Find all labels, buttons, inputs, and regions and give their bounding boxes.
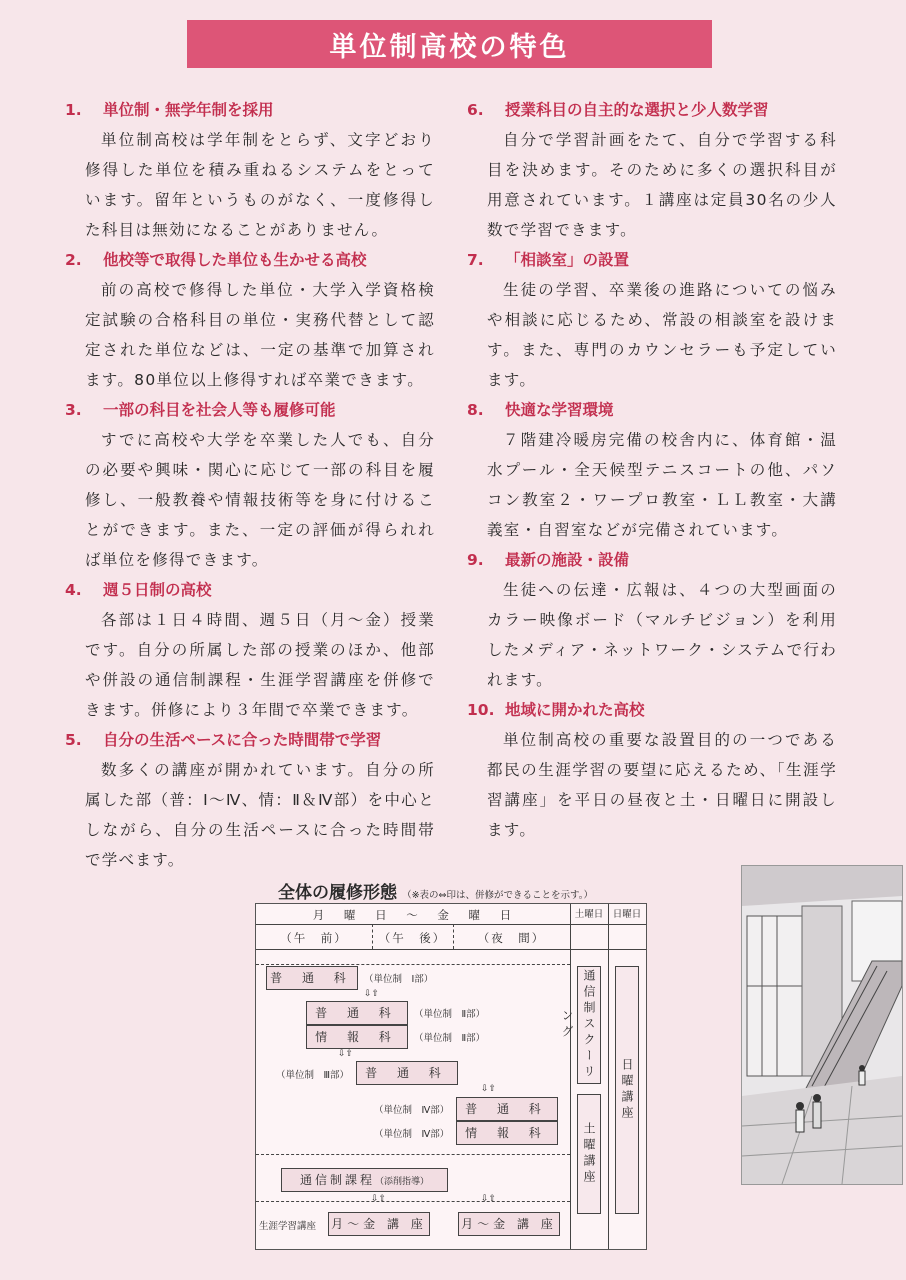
feature-heading [65,245,435,275]
feature-number: 4. [65,581,82,599]
feature-heading [467,695,837,725]
feature-heading-text: 自分の生活ペースに合った時間帯で学習 [103,731,382,749]
page-title: 単位制高校の特色 [187,20,712,68]
arrow-icon: ⇩⇧ [364,989,380,999]
weekday-lecture-night: 月～金 講 座 [458,1212,560,1236]
correspondence-course [281,1168,448,1192]
header-night: （夜 間） [477,931,546,945]
feature-item [467,395,837,545]
feature-item [65,395,435,575]
feature-number: 8. [467,401,484,419]
feature-item [65,575,435,725]
feature-heading-text: 授業科目の自主的な選択と少人数学習 [505,101,769,119]
diagram-note: （※表の⇔印は、併修ができることを示す。） [402,890,594,901]
feature-number: 5. [65,731,82,749]
feature-number: 7. [467,251,484,269]
feature-heading-text: 快適な学習環境 [505,401,614,419]
arrow-icon: ⇩⇧ [481,1194,497,1204]
feature-heading [65,575,435,605]
feature-item [467,695,837,845]
part4-general-course: 普 通 科 [456,1097,558,1121]
header-weekday: 月 曜 日 ～ 金 曜 日 [312,908,520,922]
weekday-lecture-day: 月～金 講 座 [328,1212,430,1236]
part2-label: （単位制 Ⅱ部） [414,1009,486,1020]
feature-item [467,95,837,245]
feature-number: 2. [65,251,82,269]
feature-heading [467,95,837,125]
part2-general-course: 普 通 科 [306,1001,408,1025]
feature-heading-text: 最新の施設・設備 [505,551,630,569]
feature-heading [467,245,837,275]
part4-label: （単位制 Ⅳ部） [374,1105,450,1116]
feature-heading [65,395,435,425]
feature-description: すでに高校や大学を卒業した人でも、自分の必要や興味・関心に応じて一部の科目を履修し、一般教養や情報技術等を身に付けることができます。また、一定の評価が得られれば単位を修得できます。 [85,431,435,569]
part1-label: （単位制 Ⅰ部） [364,974,434,985]
feature-description: 単位制高校は学年制をとらず、文字どおり修得した単位を積み重ねるシステムをとっています。留年というものがなく、一度修得した科目は無効になることがありません。 [85,131,435,239]
header-sunday: 日曜日 [612,909,642,920]
feature-heading-text: 単位制・無学年制を採用 [103,101,274,119]
feature-item [467,545,837,695]
feature-heading-text: 他校等で取得した単位も生かせる高校 [103,251,367,269]
feature-description: 生徒の学習、卒業後の進路についての悩みや相談に応じるため、常設の相談室を設けます。また、専門のカウンセラーも予定しています。 [487,281,837,389]
feature-number: 6. [467,101,484,119]
arrow-icon: ⇩⇧ [371,1194,387,1204]
feature-number: 3. [65,401,82,419]
feature-description: 各部は１日４時間、週５日（月～金）授業です。自分の所属した部の授業のほか、他部や併設の通信制課程・生涯学習講座を併修できます。併修により３年間で卒業できます。 [85,611,435,719]
arrow-icon: ⇩⇧ [481,1084,497,1094]
features-right-column [467,95,837,845]
feature-item [467,245,837,395]
feature-number: 9. [467,551,484,569]
feature-description: 前の高校で修得した単位・大学入学資格検定試験の合格科目の単位・実務代替として認定された単位などは、一定の基準で加算されます。80単位以上修得すれば卒業できます。 [85,281,435,389]
part3-general-course: 普 通 科 [356,1061,458,1085]
feature-heading [65,95,435,125]
feature-heading-text: 一部の科目を社会人等も履修可能 [103,401,336,419]
diagram-title-area [278,878,593,903]
feature-heading [467,395,837,425]
arrow-icon: ⇩⇧ [338,1049,354,1059]
part3-label: （単位制 Ⅲ部） [276,1070,350,1081]
lifelong-label: 生涯学習講座 [259,1221,317,1232]
part4-label-info: （単位制 Ⅳ部） [374,1129,450,1140]
part1-general-course: 普 通 科 [266,966,358,990]
feature-description: 単位制高校の重要な設置目的の一つである都民の生涯学習の要望に応えるため、「生涯学習講座」を平日の昼夜と土・日曜日に開設します。 [487,731,837,839]
feature-heading-text: 週５日制の高校 [103,581,212,599]
feature-item [65,725,435,875]
header-afternoon: （午 後） [378,931,447,945]
features-left-column [65,95,435,875]
feature-heading-text: 地域に開かれた高校 [505,701,645,719]
diagram-title: 全体の履修形態 [278,883,397,903]
feature-heading-text: 「相談室」の設置 [505,251,630,269]
header-morning: （午 前） [280,931,348,945]
feature-item [65,95,435,245]
part2-label-info: （単位制 Ⅱ部） [414,1033,486,1044]
feature-description: 数多くの講座が開かれています。自分の所属した部（普：Ⅰ～Ⅳ、情：Ⅱ＆Ⅳ部）を中心としながら、自分の生活ペースに合った時間帯で学べます。 [85,761,435,869]
feature-description: ７階建冷暖房完備の校舎内に、体育館・温水プール・全天候型テニスコートの他、パソコン教室２・ワープロ教室・ＬＬ教室・大講義室・自習室などが完備されています。 [487,431,837,539]
feature-item [65,245,435,395]
feature-description: 生徒への伝達・広報は、４つの大型画面のカラー映像ボード（マルチビジョン）を利用したメディア・ネットワーク・システムで行われます。 [487,581,838,689]
part4-info-course: 情 報 科 [456,1121,558,1145]
part2-info-course: 情 報 科 [306,1025,408,1049]
correspondence-note: （添削指導） [375,1177,430,1187]
feature-description: 自分で学習計画をたて、自分で学習する科目を決めます。そのために多くの選択科目が用意されています。１講座は定員30名の少人数で学習できます。 [487,131,837,239]
feature-number: 1. [65,101,82,119]
feature-heading [65,725,435,755]
header-saturday: 土曜日 [574,909,604,920]
sunday-course-box: 日曜講座 [615,966,639,1214]
feature-heading [467,545,837,575]
schooling-box: 通信制スクーリング [577,966,601,1084]
saturday-course-box: 土曜講座 [577,1094,601,1214]
curriculum-diagram [255,903,647,1250]
correspondence-label: 通信制課程 [299,1173,375,1187]
feature-number: 10. [467,701,495,719]
school-atrium-photo [741,865,903,1185]
